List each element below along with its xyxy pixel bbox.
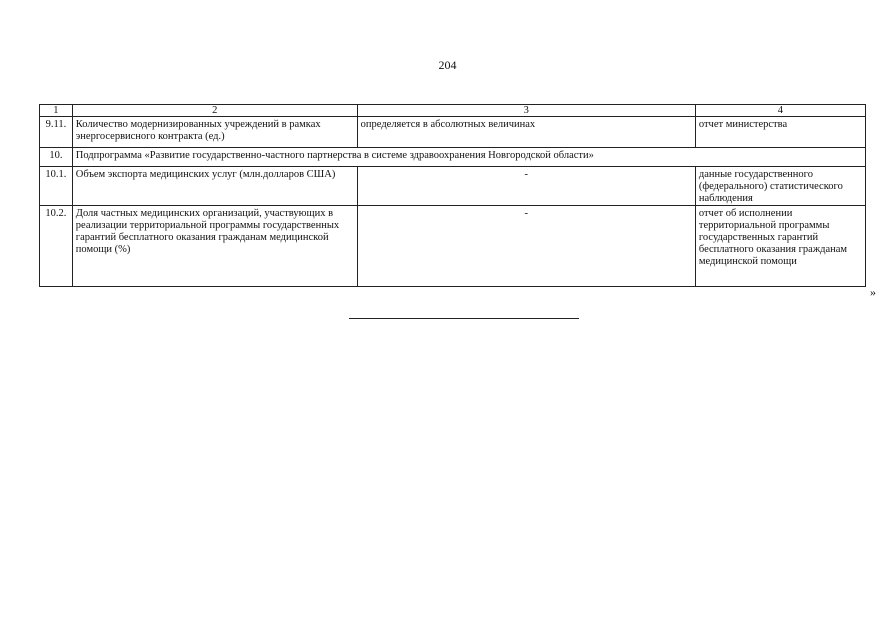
table-header-row	[40, 105, 866, 117]
table-row	[40, 167, 866, 206]
method-cell: -	[357, 206, 695, 287]
source-cell: отчет министерства	[695, 117, 865, 148]
end-rule	[349, 318, 579, 319]
row-number: 10.	[40, 148, 73, 167]
closing-quote: »	[870, 285, 876, 299]
header-cell-2: 2	[72, 105, 357, 117]
subprogram-title: Подпрограмма «Развитие государственно-частного партнерства в системе здравоохранения Новгородской области»	[72, 148, 865, 167]
indicator-cell: Объем экспорта медицинских услуг (млн.долларов США)	[72, 167, 357, 206]
method-cell: определяется в абсолютных величинах	[357, 117, 695, 148]
indicators-table	[39, 104, 866, 287]
method-cell: -	[357, 167, 695, 206]
table-row	[40, 148, 866, 167]
header-cell-1: 1	[40, 105, 73, 117]
row-number: 9.11.	[40, 117, 73, 148]
indicator-cell: Доля частных медицинских организаций, участвующих в реализации территориальной программы государственных гарантий бесплатного оказания гражданам медицинской помощи (%)	[72, 206, 357, 287]
source-cell: данные государственного (федерального) статистического наблюдения	[695, 167, 865, 206]
row-number: 10.1.	[40, 167, 73, 206]
header-cell-4: 4	[695, 105, 865, 117]
header-cell-3: 3	[357, 105, 695, 117]
source-cell: отчет об исполнении территориальной программы государственных гарантий бесплатного оказания гражданам медицинской помощи	[695, 206, 865, 287]
page-number: 204	[438, 58, 457, 72]
table-row	[40, 117, 866, 148]
indicator-cell: Количество модернизированных учреждений в рамках энергосервисного контракта (ед.)	[72, 117, 357, 148]
table-row	[40, 206, 866, 287]
row-number: 10.2.	[40, 206, 73, 287]
